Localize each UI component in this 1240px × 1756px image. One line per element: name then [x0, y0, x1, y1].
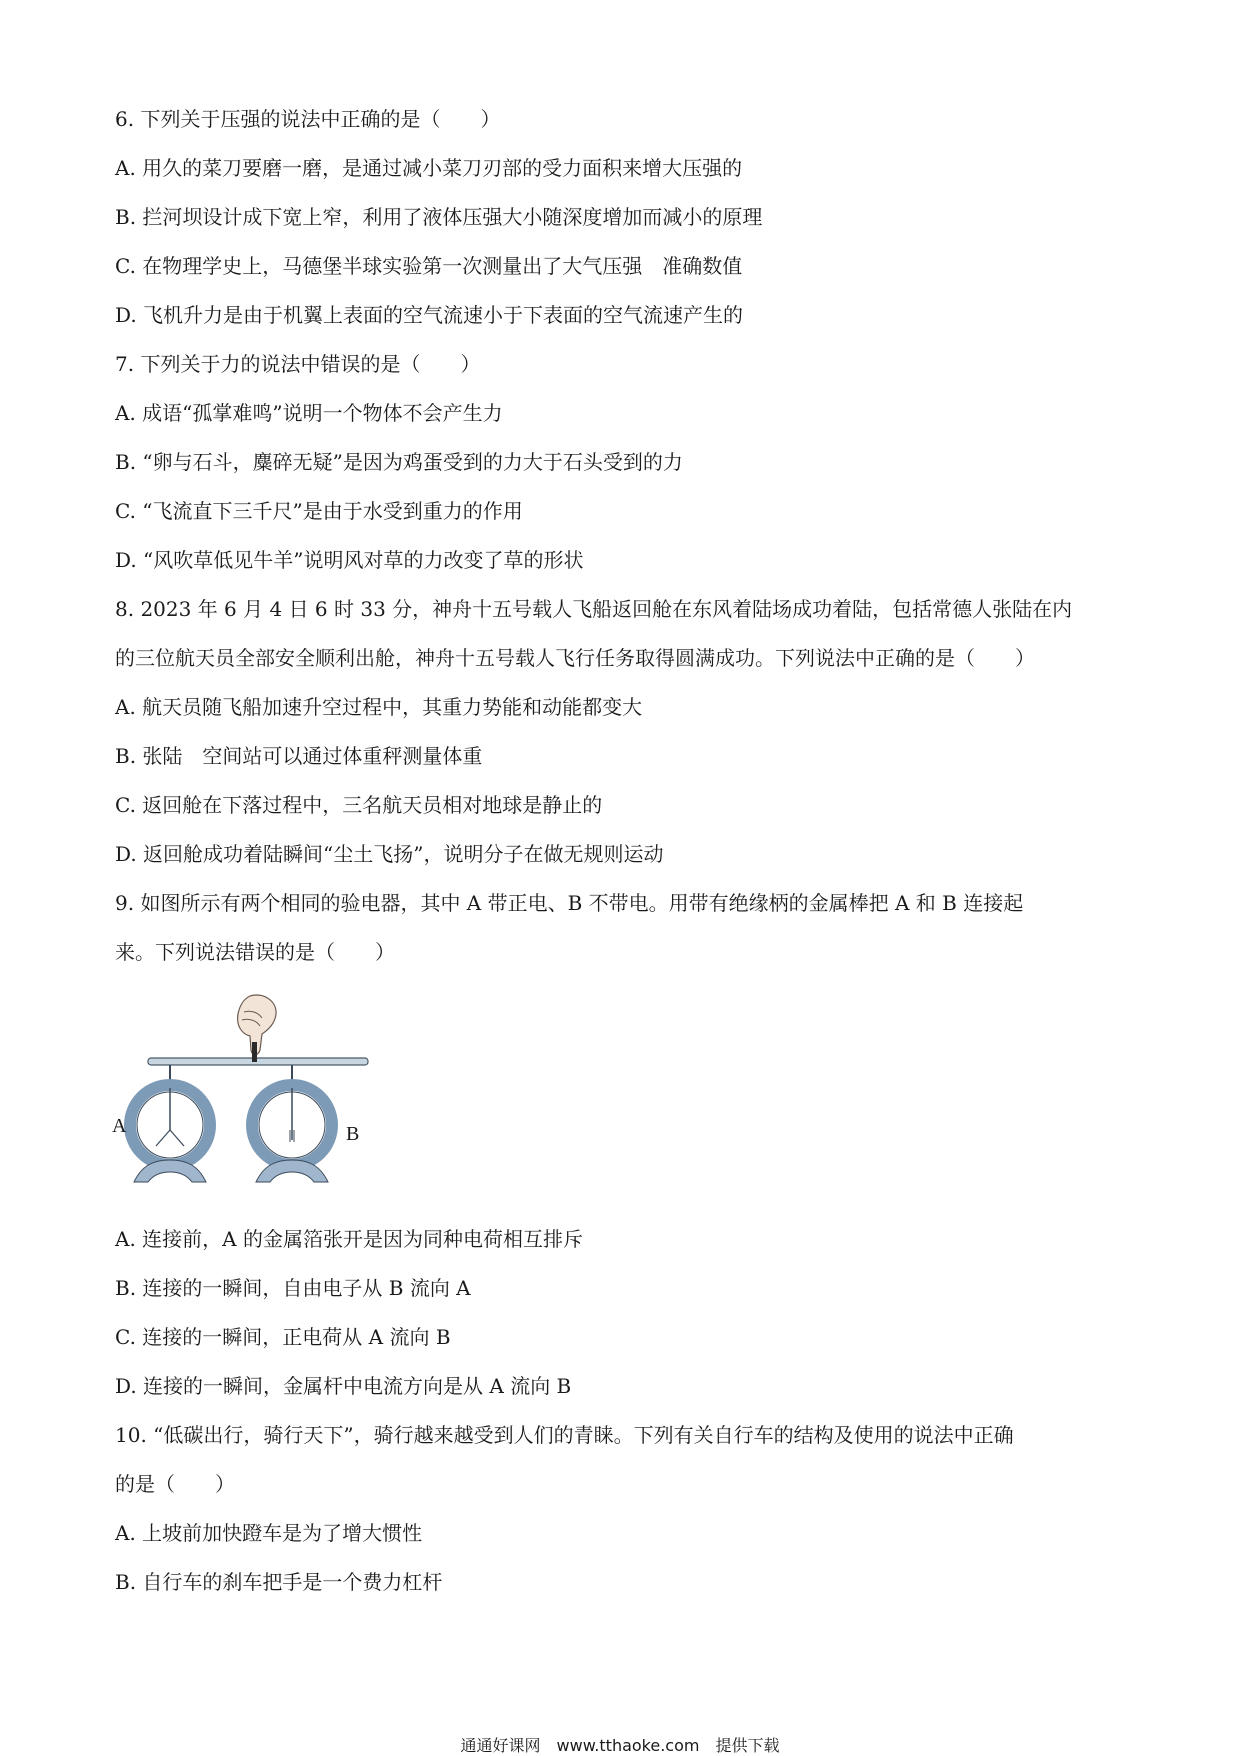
question-8-option-a: A. 航天员随飞船加速升空过程中，其重力势能和动能都变大 [115, 695, 643, 719]
question-9-option-d: D. 连接的一瞬间，金属杆中电流方向是从 A 流向 B [115, 1374, 572, 1398]
question-7-option-d: D. “风吹草低见牛羊”说明风对草的力改变了草的形状 [115, 548, 584, 572]
question-10-option-a: A. 上坡前加快蹬车是为了增大惯性 [115, 1521, 423, 1545]
electroscope-figure [112, 990, 382, 1190]
metal-rod [148, 1058, 368, 1065]
label-a: A [112, 1115, 127, 1137]
question-7-option-b: B. “卵与石斗，麋碎无疑”是因为鸡蛋受到的力大于石头受到的力 [115, 450, 683, 474]
question-10-stem-line-1: 10. “低碳出行，骑行天下”，骑行越来越受到人们的青睐。下列有关自行车的结构及使用的说法中正确 [115, 1423, 1014, 1447]
electroscope-b [252, 1065, 332, 1182]
question-6-option-b: B. 拦河坝设计成下宽上窄，利用了液体压强大小随深度增加而减小的原理 [115, 205, 763, 229]
question-7-option-c: C. “飞流直下三千尺”是由于水受到重力的作用 [115, 499, 523, 523]
question-10-stem-line-2: 的是（ ） [115, 1472, 235, 1496]
question-8-option-c: C. 返回舱在下落过程中，三名航天员相对地球是静止的 [115, 793, 603, 817]
footer-download-notice: 通通好课网 www.tthaoke.com 提供下载 [460, 1736, 780, 1755]
question-9-stem-line-1: 9. 如图所示有两个相同的验电器，其中 A 带正电、B 不带电。用带有绝缘柄的金属棒把 A 和 B 连接起 [115, 891, 1024, 915]
question-8-option-d: D. 返回舱成功着陆瞬间“尘土飞扬”，说明分子在做无规则运动 [115, 842, 664, 866]
question-8-stem-line-1: 8. 2023 年 6 月 4 日 6 时 33 分，神舟十五号载人飞船返回舱在东风着陆场成功着陆，包括常德人张陆在内 [115, 597, 1073, 621]
label-b: B [346, 1123, 360, 1145]
question-9-option-c: C. 连接的一瞬间，正电荷从 A 流向 B [115, 1325, 451, 1349]
question-8-stem-line-2: 的三位航天员全部安全顺利出舱，神舟十五号载人飞行任务取得圆满成功。下列说法中正确的是（ ） [115, 646, 1035, 670]
question-9-option-a: A. 连接前，A 的金属箔张开是因为同种电荷相互排斥 [115, 1227, 583, 1251]
question-8-option-b: B. 张陆 空间站可以通过体重秤测量体重 [115, 744, 483, 768]
question-6-option-d: D. 飞机升力是由于机翼上表面的空气流速小于下表面的空气流速产生的 [115, 303, 744, 327]
question-7-stem: 7. 下列关于力的说法中错误的是（ ） [115, 352, 481, 376]
question-9-stem-line-2: 来。下列说法错误的是（ ） [115, 940, 395, 964]
hand-icon [238, 995, 276, 1062]
question-6-option-a: A. 用久的菜刀要磨一磨，是通过减小菜刀刃部的受力面积来增大压强的 [115, 156, 743, 180]
question-9-option-b: B. 连接的一瞬间，自由电子从 B 流向 A [115, 1276, 471, 1300]
question-6-stem: 6. 下列关于压强的说法中正确的是（ ） [115, 107, 501, 131]
question-6-option-c: C. 在物理学史上，马德堡半球实验第一次测量出了大气压强 准确数值 [115, 254, 743, 278]
question-7-option-a: A. 成语“孤掌难鸣”说明一个物体不会产生力 [115, 401, 503, 425]
question-10-option-b: B. 自行车的刹车把手是一个费力杠杆 [115, 1570, 443, 1594]
electroscope-a [130, 1065, 210, 1182]
